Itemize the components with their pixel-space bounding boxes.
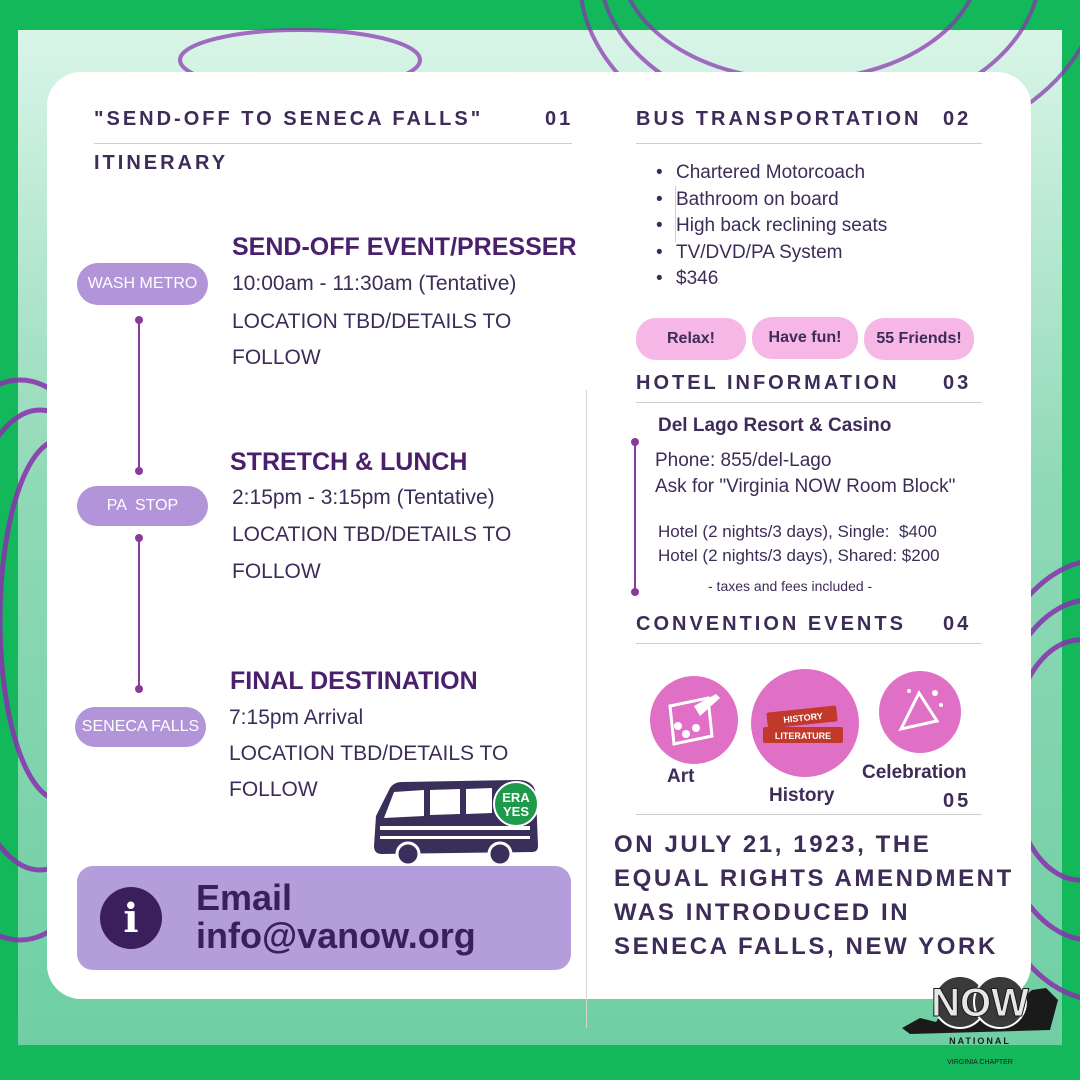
book-label-history: HISTORY (782, 710, 824, 725)
stop-location: LOCATION TBD/DETAILS TO (229, 742, 509, 765)
header-divider (636, 143, 982, 144)
hotel-phone: Phone: 855/del-Lago (655, 450, 832, 471)
stop-pill-pa-stop: PA STOP (77, 486, 208, 526)
column-divider (586, 390, 587, 1028)
timeline-dot (135, 467, 143, 475)
hotel-section-title: HOTEL INFORMATION (636, 372, 900, 394)
header-divider (636, 643, 982, 644)
header-divider (94, 143, 572, 144)
list-item: • High back reclining seats (656, 213, 887, 240)
convention-section-title: CONVENTION EVENTS (636, 613, 906, 635)
art-palette-icon (650, 676, 738, 764)
bus-section-title: BUS TRANSPORTATION (636, 108, 922, 130)
stop-location-cont: FOLLOW (229, 778, 318, 801)
timeline-dot (135, 316, 143, 324)
stop-pill-wash-metro: WASH METRO (77, 263, 208, 305)
email-address-link[interactable]: info@vanow.org (196, 915, 476, 956)
logo-letters: NOW (931, 981, 1029, 1025)
stop-title: SEND-OFF EVENT/PRESSER (232, 233, 577, 261)
email-label: Email (196, 877, 293, 918)
bus-icon (368, 776, 548, 868)
timeline-dot (631, 588, 639, 596)
timeline-dot (135, 685, 143, 693)
list-item: • $346 (656, 266, 887, 293)
era-badge-line2: YES (502, 804, 530, 819)
section-number-03: 03 (943, 372, 972, 394)
history-circle (751, 669, 859, 777)
hotel-room-block: Ask for "Virginia NOW Room Block" (655, 476, 956, 497)
stop-location-cont: FOLLOW (232, 560, 321, 583)
art-circle (650, 676, 738, 764)
celebration-circle (879, 671, 961, 753)
stop-pill-seneca-falls: SENECA FALLS (75, 707, 206, 747)
header-divider (636, 814, 982, 815)
hotel-name: Del Lago Resort & Casino (658, 415, 892, 436)
now-logo (900, 960, 1060, 1070)
timeline-line-2 (138, 538, 140, 690)
hotel-timeline-line (634, 442, 636, 592)
section-number-02: 02 (943, 108, 972, 130)
era-quote (614, 828, 1014, 964)
hotel-price-single: Hotel (2 nights/3 days), Single: $400 (658, 522, 937, 541)
list-item: • Chartered Motorcoach (656, 160, 887, 187)
section-number-01: 01 (545, 108, 574, 130)
timeline-dot (631, 438, 639, 446)
logo-national: NATIONAL (949, 1036, 1011, 1046)
tag-friends: 55 Friends! (864, 318, 974, 360)
event-label-art: Art (667, 766, 695, 787)
hotel-price-shared: Hotel (2 nights/3 days), Shared: $200 (658, 546, 940, 565)
stop-time: 10:00am - 11:30am (Tentative) (232, 272, 517, 295)
section-number-04: 04 (943, 613, 972, 635)
hotel-note: - taxes and fees included - (708, 578, 873, 594)
quote-line: ON JULY 21, 1923, THE (614, 831, 932, 858)
stop-time: 7:15pm Arrival (229, 706, 364, 729)
section-number-05: 05 (943, 790, 972, 812)
quote-line: EQUAL RIGHTS AMENDMENT (614, 865, 1014, 892)
timeline-line-1 (138, 320, 140, 472)
party-hat-icon (879, 671, 961, 753)
book-label-literature: LITERATURE (774, 731, 832, 741)
quote-line: SENECA FALLS, NEW YORK (614, 933, 998, 960)
itinerary-subtitle: ITINERARY (94, 152, 229, 174)
era-badge-line1: ERA (502, 790, 530, 805)
books-icon (751, 669, 859, 777)
stop-location: LOCATION TBD/DETAILS TO (232, 523, 512, 546)
stop-location-cont: FOLLOW (232, 346, 321, 369)
stop-title: STRETCH & LUNCH (230, 448, 468, 476)
stop-location: LOCATION TBD/DETAILS TO (232, 310, 512, 333)
logo-chapter: VIRGINIA CHAPTER (947, 1059, 1013, 1066)
tag-have-fun: Have fun! (752, 317, 858, 359)
tag-relax: Relax! (636, 318, 746, 360)
list-item: • Bathroom on board (656, 187, 887, 214)
timeline-dot (135, 534, 143, 542)
quote-line: WAS INTRODUCED IN (614, 899, 911, 926)
bus-feature-list (656, 160, 887, 293)
stop-title: FINAL DESTINATION (230, 667, 478, 695)
info-icon: i (100, 887, 162, 949)
event-label-celebration: Celebration (862, 762, 967, 783)
event-label-history: History (769, 785, 835, 806)
list-item: • TV/DVD/PA System (656, 240, 887, 267)
section-title: "SEND-OFF TO SENECA FALLS" (94, 108, 484, 130)
header-divider (636, 402, 982, 403)
stop-time: 2:15pm - 3:15pm (Tentative) (232, 486, 495, 509)
